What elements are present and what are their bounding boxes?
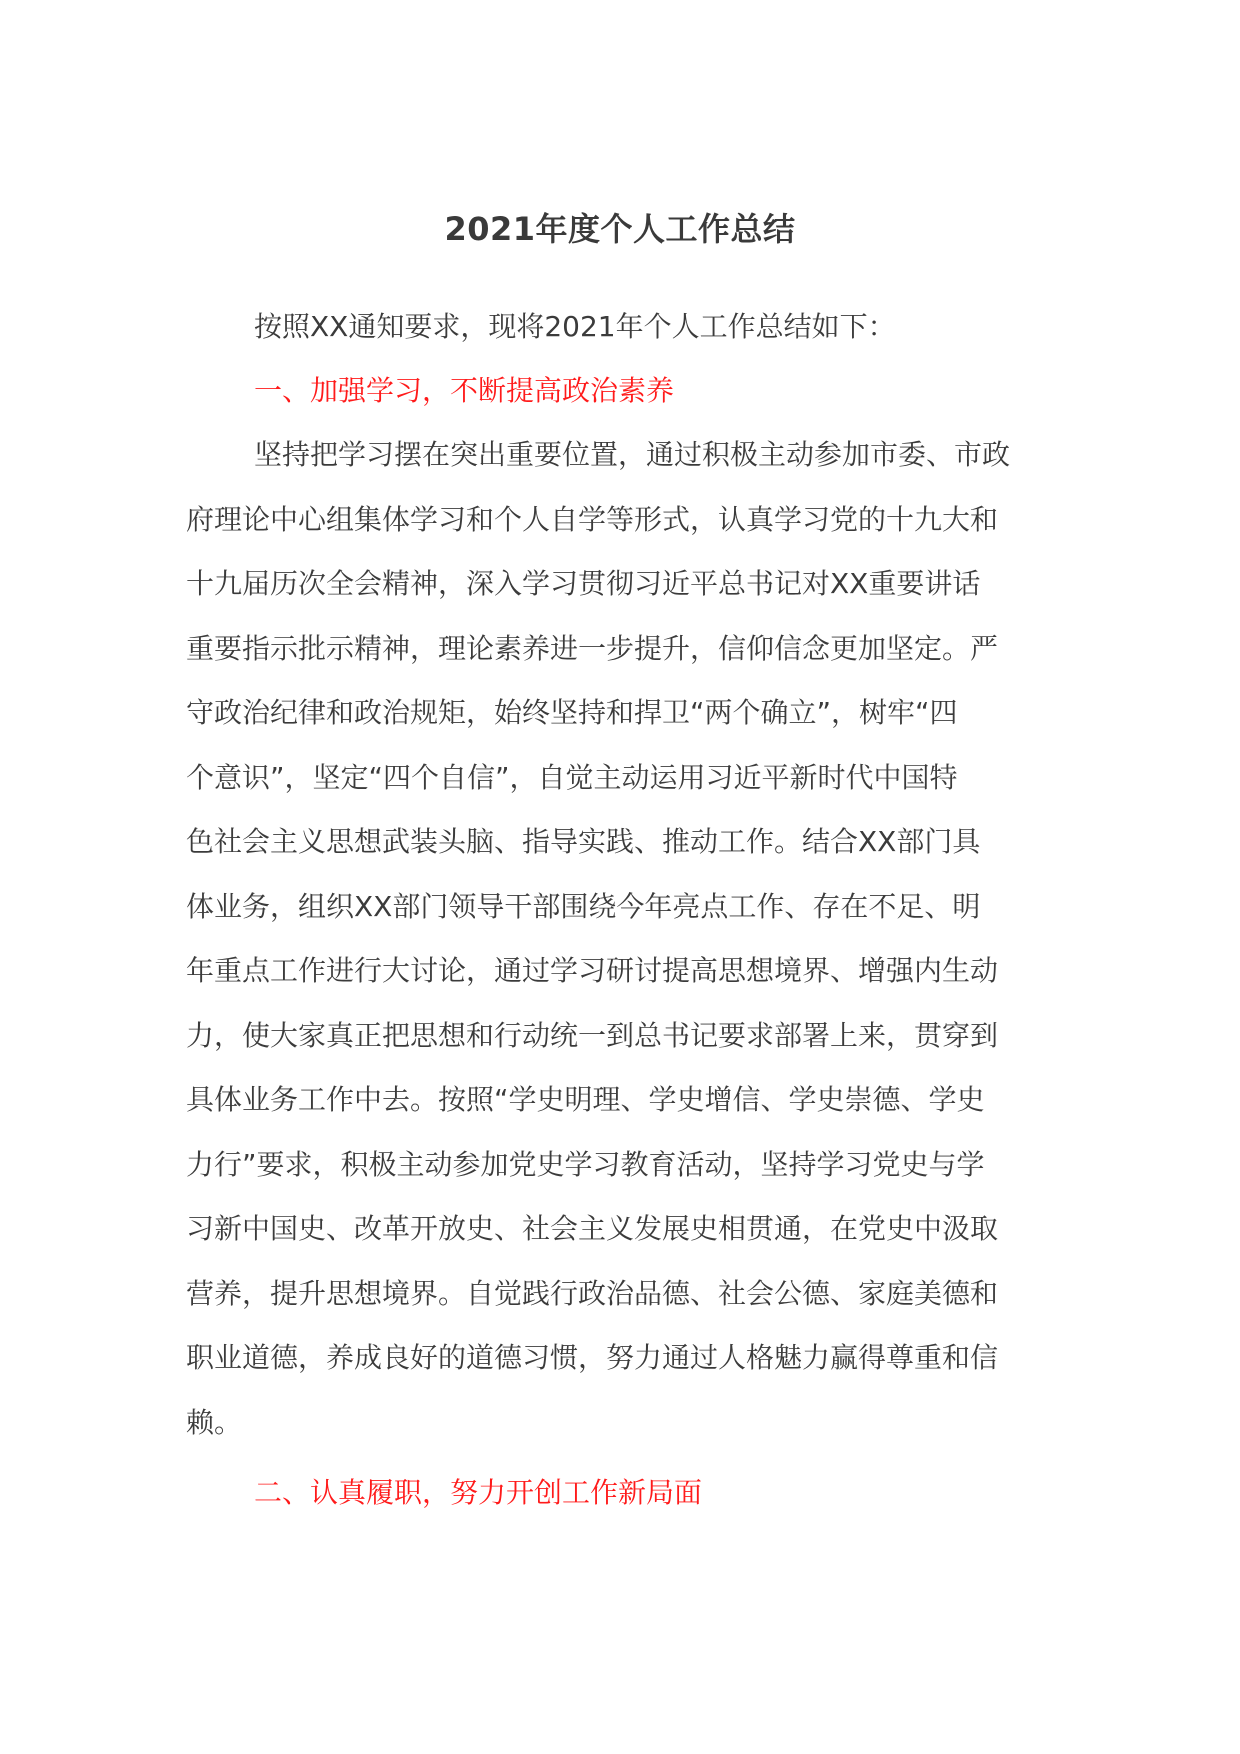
paragraph-line: 府理论中心组集体学习和个人自学等形式，认真学习党的十九大和 (186, 502, 999, 536)
paragraph-line: 个意识”，坚定“四个自信”，自觉主动运用习近平新时代中国特 (186, 760, 958, 794)
paragraph-line: 习新中国史、改革开放史、社会主义发展史相贯通，在党史中汲取 (186, 1212, 999, 1245)
section-2-heading: 二、认真履职，努力开创工作新局面 (254, 1476, 703, 1509)
paragraph-line: 色社会主义思想武装头脑、指导实践、推动工作。结合XX部门具 (186, 825, 981, 858)
paragraph-line: 重要指示批示精神，理论素养进一步提升，信仰信念更加坚定。严 (186, 631, 999, 665)
paragraph-line: 职业道德，养成良好的道德习惯，努力通过人格魅力赢得尊重和信 (186, 1341, 999, 1374)
paragraph-line: 营养，提升思想境界。自觉践行政治品德、社会公德、家庭美德和 (186, 1276, 999, 1310)
section-1-paragraph (186, 434, 1056, 1466)
paragraph-line: 坚持把学习摆在突出重要位置，通过积极主动参加市委、市政 (254, 438, 1011, 471)
paragraph-line: 赖。 (186, 1405, 243, 1439)
paragraph-line: 具体业务工作中去。按照“学史明理、学史增信、学史崇德、学史 (186, 1083, 985, 1116)
paragraph-line: 力行”要求，积极主动参加党史学习教育活动，坚持学习党史与学 (186, 1147, 985, 1181)
intro-paragraph: 按照XX通知要求，现将2021年个人工作总结如下： (254, 310, 896, 343)
paragraph-line: 力，使大家真正把思想和行动统一到总书记要求部署上来，贯穿到 (186, 1018, 999, 1052)
paragraph-line: 十九届历次全会精神，深入学习贯彻习近平总书记对XX重要讲话 (186, 567, 981, 600)
document-title: 2021年度个人工作总结 (444, 210, 796, 248)
paragraph-line: 守政治纪律和政治规矩，始终坚持和捍卫“两个确立”，树牢“四 (186, 696, 958, 729)
paragraph-line: 年重点工作进行大讨论，通过学习研讨提高思想境界、增强内生动 (186, 954, 999, 987)
section-1-heading: 一、加强学习，不断提高政治素养 (254, 374, 675, 407)
paragraph-line: 体业务，组织XX部门领导干部围绕今年亮点工作、存在不足、明 (186, 889, 981, 923)
